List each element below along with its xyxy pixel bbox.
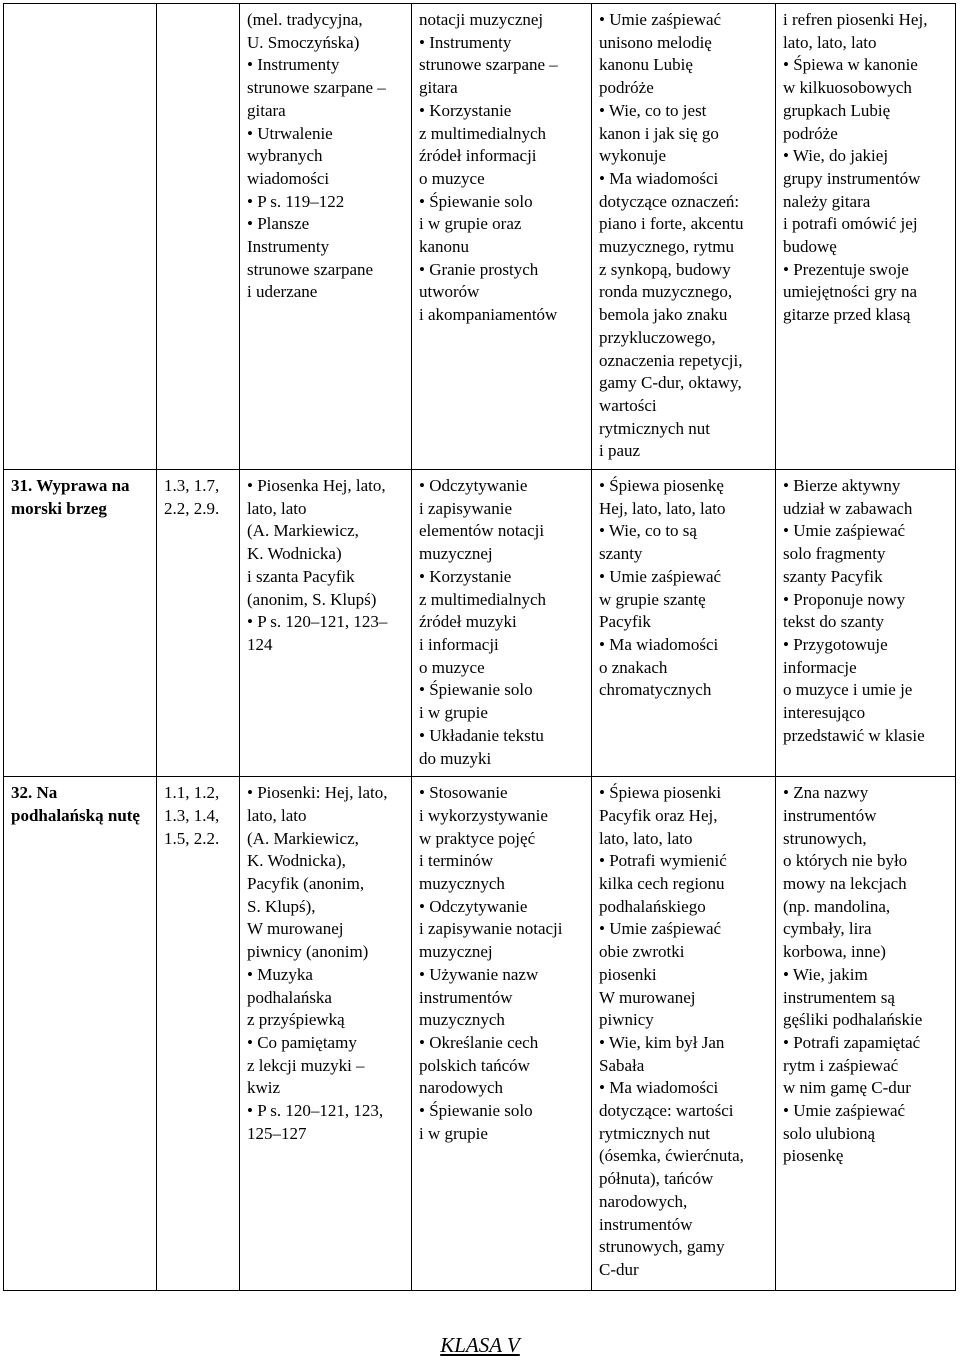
cell-text-line: i zapisywanie notacji [419, 919, 563, 939]
cell-text-line: i pauz [599, 441, 641, 461]
cell-text-line: interesująco [783, 703, 866, 723]
table-row [4, 470, 956, 777]
cell-text-line: polskich tańców [419, 1055, 530, 1075]
cell-text-line: • Układanie tekstu [419, 725, 544, 745]
cell-text-line: kwiz [247, 1078, 281, 1098]
cell-text-line: kanonu [419, 237, 470, 257]
cell-text-line: kanonu Lubię [599, 55, 693, 75]
activity-forms-cell [412, 4, 592, 470]
cell-text-line: o muzyce i umie je [783, 680, 913, 700]
cell-text-line: tekst do szanty [783, 612, 885, 632]
curriculum-table [3, 3, 956, 1291]
cell-text-line: Pacyfik oraz Hej, [599, 805, 718, 825]
lesson-topic-cell [4, 470, 157, 777]
cell-text-line: dotyczące: wartości [599, 1101, 734, 1121]
cell-text-line: morski brzeg [11, 498, 107, 518]
cell-text-line: podróże [599, 78, 654, 98]
cell-text-line: i uderzane [247, 282, 318, 302]
cell-text-line: instrumentów [599, 1214, 693, 1234]
cell-text-line: o muzyce [419, 657, 485, 677]
cell-text-line: rytm i zaśpiewać [783, 1055, 899, 1075]
cell-text-line: • Ma wiadomości [599, 1078, 719, 1098]
cell-text-line: o muzyce [419, 168, 485, 188]
cell-text-line: kanon i jak się go [599, 123, 719, 143]
cell-text-line: • Przygotowuje [783, 634, 888, 654]
cell-text-line: piwnicy [599, 1010, 654, 1030]
cell-text-line: lato, lato [247, 805, 307, 825]
basic-requirements-cell [592, 4, 776, 470]
cell-text-line: źródeł informacji [419, 146, 537, 166]
cell-text-line: • Stosowanie [419, 783, 508, 803]
cell-text-line: notacji muzycznej [419, 10, 544, 29]
cell-text-line: • Prezentuje swoje [783, 259, 909, 279]
cell-text-line: • Utrwalenie [247, 123, 333, 143]
cell-text-line: gitarze przed klasą [783, 305, 911, 325]
cell-text-line: (ósemka, ćwierćnuta, [599, 1146, 744, 1166]
table-row [4, 777, 956, 1291]
cell-text-line: • Piosenki: Hej, lato, [247, 783, 388, 803]
cell-text-line: K. Wodnicka), [247, 851, 346, 871]
cell-text-line: umiejętności gry na [783, 282, 918, 302]
cell-text-line: utworów [419, 282, 480, 302]
cell-text-line: 1.1, 1.2, [164, 783, 220, 803]
cell-text-line: wiadomości [247, 168, 330, 188]
cell-text-line: • Korzystanie [419, 566, 512, 586]
cell-text-line: z synkopą, budowy [599, 259, 731, 279]
cell-text-line: C-dur [599, 1259, 639, 1279]
cell-text-line: • Bierze aktywny [783, 476, 901, 496]
cell-text-line: w nim gamę C-dur [783, 1078, 911, 1098]
cell-text-line: • Granie prostych [419, 259, 539, 279]
cell-text-line: wykonuje [599, 146, 667, 166]
cell-text-line: półnuta), tańców [599, 1169, 714, 1189]
cell-text-line: Pacyfik [599, 612, 651, 632]
cell-text-line: • Wie, do jakiej [783, 146, 889, 166]
cell-text-line: lato, lato [247, 498, 307, 518]
cell-text-line: wybranych [247, 146, 323, 166]
cell-text-line: gęśliki podhalańskie [783, 1010, 923, 1030]
cell-text-line: wartości [599, 395, 657, 415]
cell-text-line: • Odczytywanie [419, 476, 528, 496]
cell-text-line: W murowanej [599, 987, 696, 1007]
cell-text-line: z multimedialnych [419, 589, 546, 609]
cell-text-line: należy gitara [783, 191, 871, 211]
cell-text-line: rytmicznych nut [599, 1123, 710, 1143]
cell-text-line: narodowych [419, 1078, 504, 1098]
cell-text-line: • Zna nazwy [783, 783, 869, 803]
cell-text-line: strunowe szarpane – [247, 78, 386, 98]
cell-text-line: strunowe szarpane [247, 259, 374, 279]
cell-text-line: • Używanie nazw [419, 964, 539, 984]
cell-text-line: do muzyki [419, 748, 492, 768]
cell-text-line: • Korzystanie [419, 100, 512, 120]
footer-class-label: KLASA V [440, 1333, 520, 1357]
cell-text-line: 1.3, 1.4, [164, 805, 220, 825]
cell-text-line: piwnicy (anonim) [247, 942, 369, 962]
cell-text-line: (anonim, S. Klupś) [247, 589, 377, 609]
cell-text-line: • Śpiewanie solo [419, 191, 533, 211]
lesson-topic-cell [4, 777, 157, 1291]
cell-text-line: chromatycznych [599, 680, 712, 700]
cell-text-line: 1.5, 2.2. [164, 828, 220, 848]
cell-text-line: bemola jako znaku [599, 305, 728, 325]
lesson-topic-cell [4, 4, 157, 470]
requirements-cell [157, 470, 240, 777]
cell-text-line: informacje [783, 657, 857, 677]
cell-text-line: (mel. tradycyjna, [247, 10, 363, 29]
cell-text-line: instrumentów [783, 805, 877, 825]
cell-text-line: korbowa, inne) [783, 942, 886, 962]
cell-text-line: • Umie zaśpiewać [599, 566, 722, 586]
cell-text-line: i potrafi omówić jej [783, 214, 918, 234]
cell-text-line: • Śpiewanie solo [419, 680, 533, 700]
cell-text-line: podhalańskiego [599, 896, 706, 916]
cell-text-line: podhalańską nutę [11, 805, 140, 825]
cell-text-line: • Wie, co to jest [599, 100, 707, 120]
cell-text-line: muzycznej [419, 942, 493, 962]
cell-text-line: • Umie zaśpiewać [783, 1101, 906, 1121]
cell-text-line: i szanta Pacyfik [247, 566, 355, 586]
cell-text-line: • Instrumenty [247, 55, 340, 75]
cell-text-line: 2.2, 2.9. [164, 498, 220, 518]
cell-text-line: o których nie było [783, 851, 908, 871]
cell-text-line: • Proponuje nowy [783, 589, 906, 609]
cell-text-line: piosenki [599, 964, 657, 984]
cell-text-line: i wykorzystywanie [419, 805, 548, 825]
cell-text-line: K. Wodnicka) [247, 544, 342, 564]
cell-text-line: • Piosenka Hej, lato, [247, 476, 386, 496]
cell-text-line: • Określanie cech [419, 1032, 539, 1052]
cell-text-line: źródeł muzyki [419, 612, 517, 632]
cell-text-line: piano i forte, akcentu [599, 214, 744, 234]
activity-forms-cell [412, 777, 592, 1291]
cell-text-line: • Śpiewa piosenki [599, 783, 722, 803]
cell-text-line: kilka cech regionu [599, 874, 725, 894]
cell-text-line: grupkach Lubię [783, 100, 891, 120]
cell-text-line: gamy C-dur, oktawy, [599, 373, 742, 393]
cell-text-line: z przyśpiewką [247, 1010, 345, 1030]
cell-text-line: muzycznych [419, 874, 505, 894]
extended-requirements-cell [776, 777, 956, 1291]
cell-text-line: • Potrafi wymienić [599, 851, 727, 871]
cell-text-line: elementów notacji [419, 521, 545, 541]
cell-text-line: rytmicznych nut [599, 418, 710, 438]
cell-text-line: • Wie, kim był Jan [599, 1032, 725, 1052]
cell-text-line: (A. Markiewicz, [247, 521, 359, 541]
extended-requirements-cell [776, 470, 956, 777]
cell-text-line: (A. Markiewicz, [247, 828, 359, 848]
cell-text-line: przykluczowego, [599, 327, 716, 347]
cell-text-line: • P s. 119–122 [247, 191, 345, 211]
cell-text-line: budowę [783, 237, 837, 257]
cell-text-line: solo ulubioną [783, 1123, 876, 1143]
activity-forms-cell [412, 470, 592, 777]
cell-text-line: • Odczytywanie [419, 896, 528, 916]
requirements-cell [157, 777, 240, 1291]
cell-text-line: solo fragmenty [783, 544, 886, 564]
cell-text-line: U. Smoczyńska) [247, 32, 360, 52]
cell-text-line: i akompaniamentów [419, 305, 558, 325]
requirements-cell [157, 4, 240, 470]
cell-text-line: piosenkę [783, 1146, 844, 1166]
cell-text-line: i refren piosenki Hej, [783, 10, 928, 29]
cell-text-line: szanty [599, 544, 643, 564]
cell-text-line: i informacji [419, 634, 499, 654]
cell-text-line: 32. Na [11, 783, 58, 803]
cell-text-line: (np. mandolina, [783, 896, 891, 916]
cell-text-line: przedstawić w klasie [783, 725, 925, 745]
cell-text-line: z multimedialnych [419, 123, 546, 143]
materials-cell [240, 777, 412, 1291]
cell-text-line: i w grupie oraz [419, 214, 522, 234]
cell-text-line: unisono melodię [599, 32, 712, 52]
cell-text-line: • Potrafi zapamiętać [783, 1032, 921, 1052]
cell-text-line: 31. Wyprawa na [11, 476, 130, 496]
cell-text-line: oznaczenia repetycji, [599, 350, 743, 370]
cell-text-line: podróże [783, 123, 838, 143]
table-row [4, 4, 956, 470]
cell-text-line: Pacyfik (anonim, [247, 874, 365, 894]
cell-text-line: • Umie zaśpiewać [783, 521, 906, 541]
cell-text-line: obie zwrotki [599, 942, 685, 962]
materials-cell [240, 470, 412, 777]
cell-text-line: • Ma wiadomości [599, 168, 719, 188]
cell-text-line: i zapisywanie [419, 498, 512, 518]
cell-text-line: • Śpiewa w kanonie [783, 55, 918, 75]
cell-text-line: i w grupie [419, 1123, 488, 1143]
cell-text-line: i terminów [419, 851, 494, 871]
cell-text-line: Sabała [599, 1055, 645, 1075]
cell-text-line: w kilkuosobowych [783, 78, 912, 98]
cell-text-line: muzycznych [419, 1010, 505, 1030]
cell-text-line: • Wie, jakim [783, 964, 868, 984]
cell-text-line: • P s. 120–121, 123, [247, 1101, 384, 1121]
cell-text-line: • P s. 120–121, 123– [247, 612, 388, 632]
cell-text-line: • Instrumenty [419, 32, 512, 52]
cell-text-line: 124 [247, 634, 273, 654]
cell-text-line: strunowe szarpane – [419, 55, 558, 75]
cell-text-line: muzycznego, rytmu [599, 237, 735, 257]
cell-text-line: 1.3, 1.7, [164, 476, 220, 496]
cell-text-line: mowy na lekcjach [783, 874, 907, 894]
cell-text-line: o znakach [599, 657, 668, 677]
cell-text-line: instrumentów [419, 987, 513, 1007]
cell-text-line: narodowych, [599, 1191, 688, 1211]
cell-text-line: Hej, lato, lato, lato [599, 498, 726, 518]
cell-text-line: • Co pamiętamy [247, 1032, 357, 1052]
cell-text-line: Instrumenty [247, 237, 330, 257]
cell-text-line: lato, lato, lato [599, 828, 693, 848]
cell-text-line: grupy instrumentów [783, 168, 921, 188]
cell-text-line: • Plansze [247, 214, 310, 234]
cell-text-line: cymbały, lira [783, 919, 872, 939]
basic-requirements-cell [592, 470, 776, 777]
cell-text-line: szanty Pacyfik [783, 566, 883, 586]
cell-text-line: udział w zabawach [783, 498, 913, 518]
cell-text-line: z lekcji muzyki – [247, 1055, 365, 1075]
cell-text-line: 125–127 [247, 1123, 307, 1143]
cell-text-line: ronda muzycznego, [599, 282, 733, 302]
cell-text-line: • Ma wiadomości [599, 634, 719, 654]
cell-text-line: S. Klupś), [247, 896, 316, 916]
cell-text-line: gitara [247, 100, 286, 120]
cell-text-line: W murowanej [247, 919, 344, 939]
cell-text-line: • Muzyka [247, 964, 313, 984]
cell-text-line: i w grupie [419, 703, 488, 723]
cell-text-line: • Śpiewa piosenkę [599, 476, 724, 496]
basic-requirements-cell [592, 777, 776, 1291]
cell-text-line: dotyczące oznaczeń: [599, 191, 740, 211]
cell-text-line: • Umie zaśpiewać [599, 919, 722, 939]
materials-cell [240, 4, 412, 470]
cell-text-line: instrumentem są [783, 987, 895, 1007]
cell-text-line: • Umie zaśpiewać [599, 10, 722, 29]
cell-text-line: w praktyce pojęć [419, 828, 536, 848]
cell-text-line: • Śpiewanie solo [419, 1101, 533, 1121]
cell-text-line: • Wie, co to są [599, 521, 697, 541]
cell-text-line: lato, lato, lato [783, 32, 877, 52]
cell-text-line: podhalańska [247, 987, 332, 1007]
cell-text-line: strunowych, gamy [599, 1237, 725, 1257]
cell-text-line: w grupie szantę [599, 589, 706, 609]
cell-text-line: gitara [419, 78, 458, 98]
cell-text-line: muzycznej [419, 544, 493, 564]
cell-text-line: strunowych, [783, 828, 867, 848]
extended-requirements-cell [776, 4, 956, 470]
